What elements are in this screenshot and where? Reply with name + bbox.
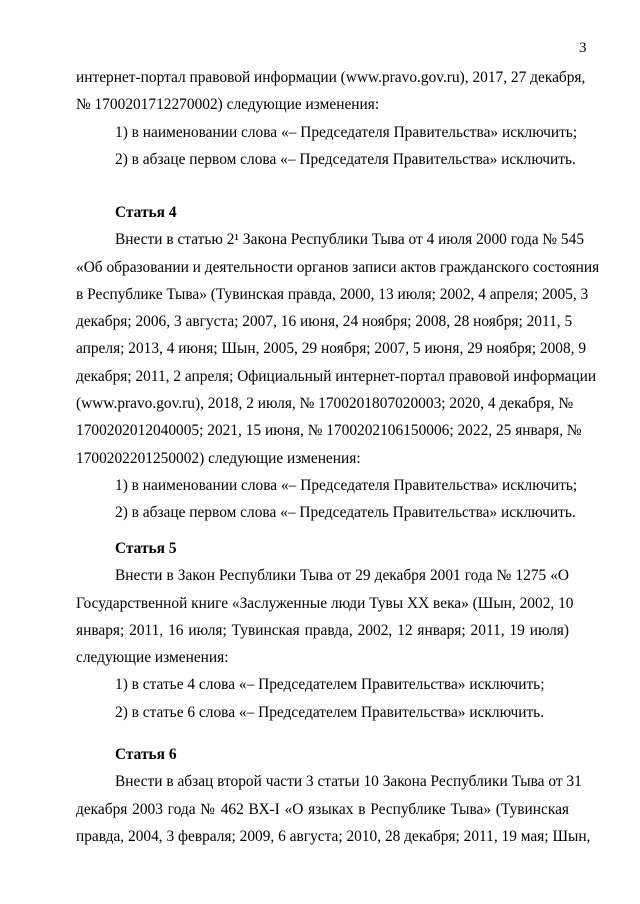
article-6 (76, 741, 569, 768)
article-heading (76, 535, 569, 562)
article-4 (76, 199, 569, 226)
paragraph (76, 64, 586, 119)
text-line: в Республике Тыва» (Тувинская правда, 2000, 13 июля; 2002, 4 апреля; 2005, 3 (76, 285, 589, 303)
intro-paragraph (76, 64, 586, 119)
list-item-text: 1) в наименовании слова «– Председателя Правительства» исключить; (115, 476, 578, 494)
text-line: декабря; 2006, 3 августа; 2007, 16 июня, 24 ноября; 2008, 28 ноября; 2011, 5 (76, 313, 573, 331)
list-item-text: 1) в наименовании слова «– Председателя Правительства» исключить; (115, 123, 578, 141)
list-item-text: 2) в абзаце первом слова «– Председателя Правительства» исключить. (115, 150, 576, 168)
text-line: апреля; 2013, 4 июня; Шын, 2005, 29 ноября; 2007, 5 июня, 29 ноября; 2008, 9 (76, 340, 587, 358)
article-6-body (76, 768, 591, 850)
list-item (76, 119, 578, 146)
text-line: Внести в статью 2¹ Закона Республики Тыва от 4 июля 2000 года № 545 (115, 231, 585, 249)
article-title: Статья 6 (115, 746, 177, 763)
text-line: Внести в Закон Республики Тыва от 29 декабря 2001 года № 1275 «О (115, 567, 569, 585)
text-line: правда, 2004, 3 февраля; 2009, 6 августа; 2010, 28 декабря; 2011, 19 мая; Шын, (76, 827, 591, 845)
intro-items (76, 119, 578, 174)
list-item-text: 1) в статье 4 слова «– Председателем Правительства» исключить; (115, 676, 545, 694)
text-line: декабря; 2011, 2 апреля; Официальный интернет-портал правовой информации (76, 367, 597, 385)
list-item-text: 2) в статье 6 слова «– Председателем Правительства» исключить. (115, 703, 545, 721)
page-number: 3 (579, 40, 587, 56)
text-line: 1700202201250002) следующие изменения: (76, 449, 361, 467)
list-item (76, 671, 569, 698)
article-title: Статья 4 (115, 204, 177, 221)
article-4-body (76, 226, 600, 526)
list-item-text: 2) в абзаце первом слова «– Председатель Правительства» исключить. (115, 504, 576, 522)
text-line: января; 2011, 16 июля; Тувинская правда, 2002, 12 января; 2011, 19 июля) (76, 621, 569, 639)
list-item (76, 472, 578, 499)
paragraph (76, 562, 574, 671)
text-line: интернет-портал правовой информации (www.pravo.gov.ru), 2017, 27 декабря, (76, 69, 586, 86)
article-heading (76, 199, 569, 226)
list-item (76, 146, 576, 173)
text-line: следующие изменения: (76, 649, 229, 667)
list-item (76, 699, 569, 726)
article-title: Статья 5 (115, 540, 177, 557)
article-5-body (76, 562, 574, 726)
article-heading (76, 741, 569, 768)
paragraph (76, 226, 600, 472)
text-line: № 1700201712270002) следующие изменения: (76, 96, 380, 114)
paragraph (76, 768, 591, 850)
text-line: 1700202012040005; 2021, 15 июня, № 1700202106150006; 2022, 25 января, № (76, 422, 582, 440)
text-line: Внести в абзац второй части 3 статьи 10 Закона Республики Тыва от 31 (115, 773, 582, 791)
article-5 (76, 535, 569, 562)
text-line: «Об образовании и деятельности органов записи актов гражданского состояния (76, 258, 600, 276)
list-item (76, 499, 576, 526)
text-line: (www.pravo.gov.ru), 2018, 2 июля, № 1700201807020003; 2020, 4 декабря, № (76, 395, 574, 413)
text-line: Государственной книге «Заслуженные люди Тувы XX века» (Шын, 2002, 10 (76, 594, 574, 612)
text-line: декабря 2003 года № 462 ВХ-I «О языках в Республике Тыва» (Тувинская (76, 800, 569, 818)
